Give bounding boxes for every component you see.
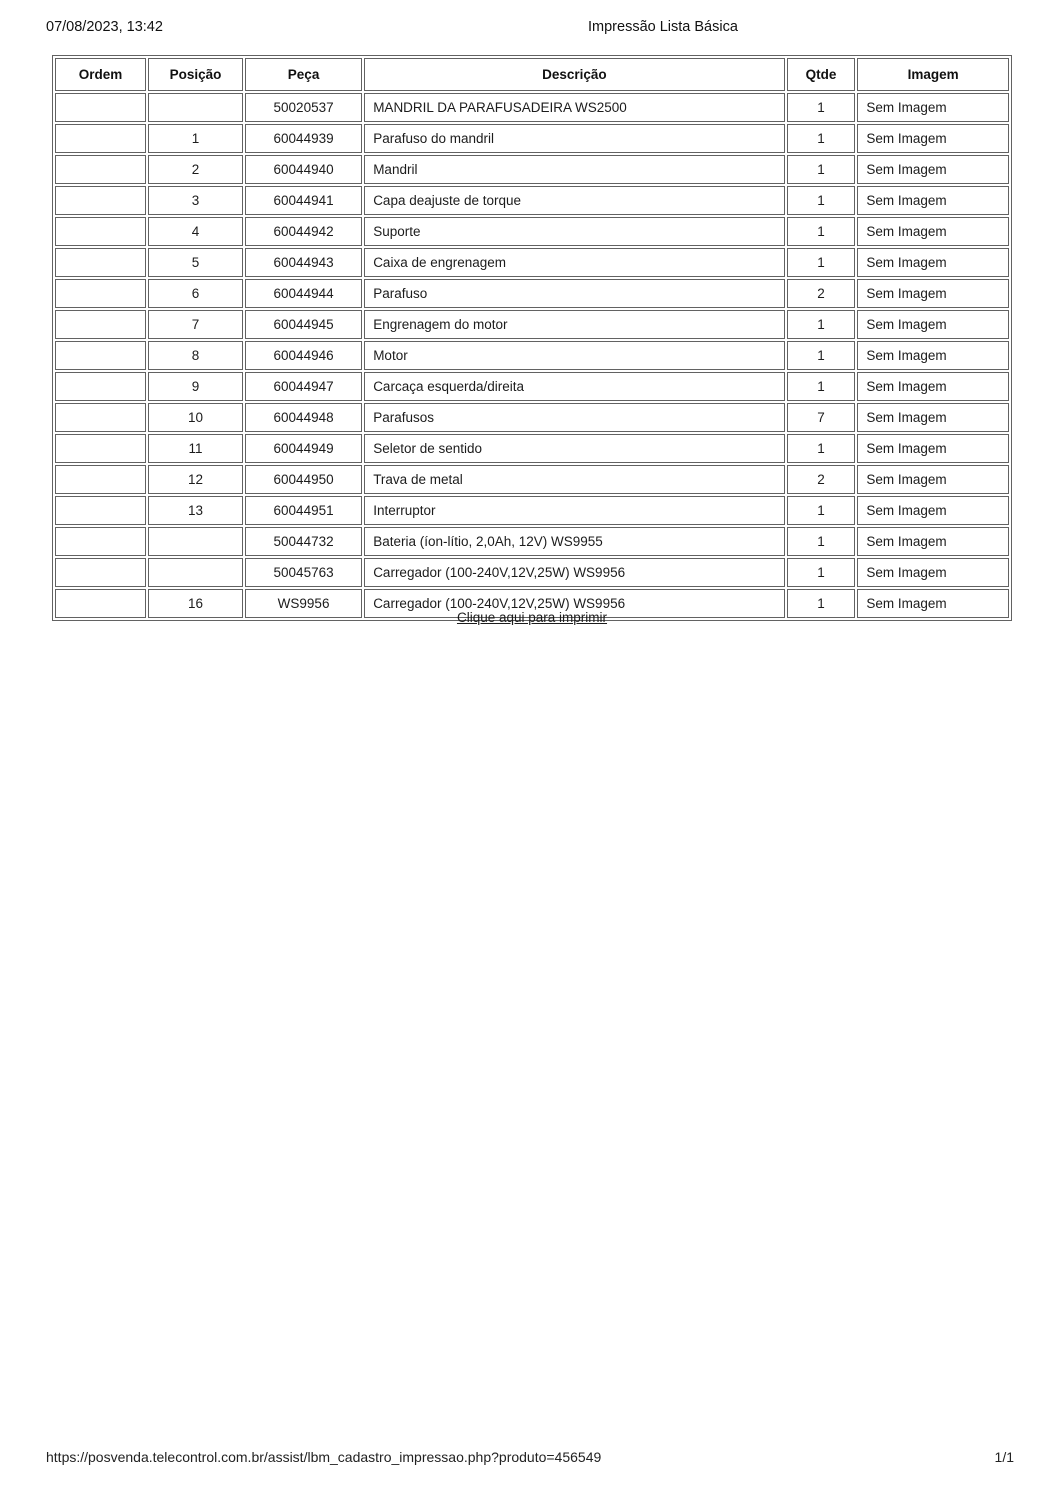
cell-descricao: Trava de metal <box>364 465 784 494</box>
cell-qtde: 1 <box>787 248 856 277</box>
cell-qtde: 1 <box>787 496 856 525</box>
parts-table <box>52 55 1012 621</box>
cell-imagem: Sem Imagem <box>857 155 1009 184</box>
cell-descricao: Parafuso do mandril <box>364 124 784 153</box>
page-title: Impressão Lista Básica <box>588 19 738 35</box>
cell-peca: 60044951 <box>245 496 362 525</box>
cell-peca: 60044941 <box>245 186 362 215</box>
cell-imagem: Sem Imagem <box>857 434 1009 463</box>
table-row <box>55 155 1009 184</box>
cell-posicao: 16 <box>148 589 243 618</box>
cell-peca: 60044946 <box>245 341 362 370</box>
cell-posicao: 7 <box>148 310 243 339</box>
cell-ordem <box>55 186 146 215</box>
cell-qtde: 1 <box>787 310 856 339</box>
cell-posicao: 8 <box>148 341 243 370</box>
print-footer <box>46 1449 1014 1465</box>
cell-ordem <box>55 372 146 401</box>
cell-qtde: 1 <box>787 155 856 184</box>
cell-ordem <box>55 558 146 587</box>
table-row <box>55 186 1009 215</box>
cell-imagem: Sem Imagem <box>857 465 1009 494</box>
cell-peca: 60044944 <box>245 279 362 308</box>
cell-peca: 60044939 <box>245 124 362 153</box>
cell-posicao: 1 <box>148 124 243 153</box>
cell-posicao: 4 <box>148 217 243 246</box>
cell-peca: 60044940 <box>245 155 362 184</box>
print-datetime: 07/08/2023, 13:42 <box>46 19 163 35</box>
cell-posicao: 12 <box>148 465 243 494</box>
cell-imagem: Sem Imagem <box>857 589 1009 618</box>
print-header <box>46 19 1014 37</box>
cell-posicao: 2 <box>148 155 243 184</box>
cell-peca: 60044943 <box>245 248 362 277</box>
cell-ordem <box>55 93 146 122</box>
cell-descricao: Suporte <box>364 217 784 246</box>
cell-qtde: 7 <box>787 403 856 432</box>
column-header-peca: Peça <box>245 58 362 91</box>
cell-posicao: 13 <box>148 496 243 525</box>
column-header-qtde: Qtde <box>787 58 856 91</box>
footer-page-indicator: 1/1 <box>994 1449 1014 1465</box>
table-header-row <box>55 58 1009 91</box>
cell-qtde: 1 <box>787 341 856 370</box>
cell-peca: 60044945 <box>245 310 362 339</box>
cell-ordem <box>55 434 146 463</box>
cell-posicao: 9 <box>148 372 243 401</box>
cell-posicao <box>148 558 243 587</box>
cell-descricao: MANDRIL DA PARAFUSADEIRA WS2500 <box>364 93 784 122</box>
cell-posicao <box>148 527 243 556</box>
table-row <box>55 372 1009 401</box>
table-row <box>55 217 1009 246</box>
cell-imagem: Sem Imagem <box>857 124 1009 153</box>
cell-qtde: 1 <box>787 186 856 215</box>
cell-imagem: Sem Imagem <box>857 527 1009 556</box>
cell-imagem: Sem Imagem <box>857 248 1009 277</box>
cell-ordem <box>55 496 146 525</box>
cell-descricao: Parafuso <box>364 279 784 308</box>
cell-qtde: 1 <box>787 372 856 401</box>
cell-peca: 60044948 <box>245 403 362 432</box>
cell-peca: 50045763 <box>245 558 362 587</box>
cell-descricao: Interruptor <box>364 496 784 525</box>
table-row <box>55 279 1009 308</box>
cell-qtde: 1 <box>787 589 856 618</box>
cell-posicao: 6 <box>148 279 243 308</box>
cell-posicao: 5 <box>148 248 243 277</box>
cell-ordem <box>55 248 146 277</box>
cell-descricao: Motor <box>364 341 784 370</box>
cell-peca: 50044732 <box>245 527 362 556</box>
cell-imagem: Sem Imagem <box>857 93 1009 122</box>
cell-qtde: 1 <box>787 558 856 587</box>
cell-ordem <box>55 155 146 184</box>
cell-imagem: Sem Imagem <box>857 558 1009 587</box>
cell-descricao: Parafusos <box>364 403 784 432</box>
cell-ordem <box>55 403 146 432</box>
cell-peca: 50020537 <box>245 93 362 122</box>
cell-descricao: Bateria (íon-lítio, 2,0Ah, 12V) WS9955 <box>364 527 784 556</box>
cell-ordem <box>55 279 146 308</box>
cell-qtde: 2 <box>787 465 856 494</box>
cell-qtde: 1 <box>787 124 856 153</box>
cell-ordem <box>55 124 146 153</box>
cell-qtde: 1 <box>787 93 856 122</box>
cell-qtde: 1 <box>787 217 856 246</box>
cell-ordem <box>55 341 146 370</box>
cell-descricao: Engrenagem do motor <box>364 310 784 339</box>
cell-peca: 60044950 <box>245 465 362 494</box>
cell-ordem <box>55 217 146 246</box>
cell-peca: 60044947 <box>245 372 362 401</box>
cell-qtde: 1 <box>787 434 856 463</box>
column-header-posicao: Posição <box>148 58 243 91</box>
table-row <box>55 496 1009 525</box>
footer-url: https://posvenda.telecontrol.com.br/assist/lbm_cadastro_impressao.php?produto=456549 <box>46 1449 602 1465</box>
table-row <box>55 527 1009 556</box>
cell-imagem: Sem Imagem <box>857 341 1009 370</box>
cell-imagem: Sem Imagem <box>857 496 1009 525</box>
column-header-imagem: Imagem <box>857 58 1009 91</box>
cell-descricao: Capa deajuste de torque <box>364 186 784 215</box>
table-row <box>55 558 1009 587</box>
table-row <box>55 124 1009 153</box>
cell-ordem <box>55 465 146 494</box>
cell-descricao: Carregador (100-240V,12V,25W) WS9956 <box>364 558 784 587</box>
table-row <box>55 434 1009 463</box>
cell-posicao <box>148 93 243 122</box>
table-row <box>55 248 1009 277</box>
print-link[interactable]: Clique aqui para imprimir <box>456 610 608 625</box>
cell-qtde: 1 <box>787 527 856 556</box>
cell-posicao: 10 <box>148 403 243 432</box>
cell-imagem: Sem Imagem <box>857 372 1009 401</box>
cell-ordem <box>55 527 146 556</box>
cell-imagem: Sem Imagem <box>857 403 1009 432</box>
table-row <box>55 341 1009 370</box>
cell-posicao: 11 <box>148 434 243 463</box>
cell-imagem: Sem Imagem <box>857 310 1009 339</box>
print-link-wrap <box>52 609 1012 627</box>
table-row <box>55 403 1009 432</box>
cell-descricao: Caixa de engrenagem <box>364 248 784 277</box>
cell-imagem: Sem Imagem <box>857 279 1009 308</box>
column-header-descricao: Descrição <box>364 58 784 91</box>
cell-peca: 60044949 <box>245 434 362 463</box>
cell-qtde: 2 <box>787 279 856 308</box>
parts-table-body <box>55 93 1009 618</box>
cell-peca: 60044942 <box>245 217 362 246</box>
table-row <box>55 93 1009 122</box>
cell-imagem: Sem Imagem <box>857 186 1009 215</box>
column-header-ordem: Ordem <box>55 58 146 91</box>
cell-ordem <box>55 310 146 339</box>
cell-descricao: Mandril <box>364 155 784 184</box>
table-row <box>55 465 1009 494</box>
table-row <box>55 310 1009 339</box>
cell-posicao: 3 <box>148 186 243 215</box>
cell-descricao: Carcaça esquerda/direita <box>364 372 784 401</box>
cell-imagem: Sem Imagem <box>857 217 1009 246</box>
cell-descricao: Carregador (100-240V,12V,25W) WS9956 <box>364 589 784 618</box>
cell-peca: WS9956 <box>245 589 362 618</box>
cell-descricao: Seletor de sentido <box>364 434 784 463</box>
